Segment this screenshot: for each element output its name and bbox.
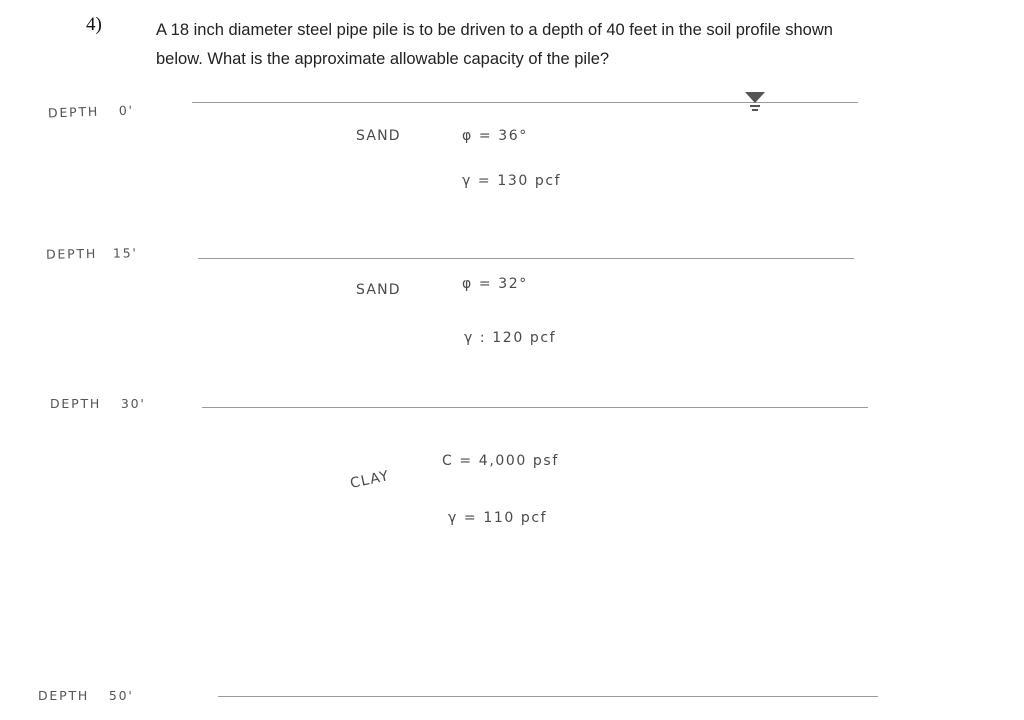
- question-text: [156, 16, 956, 74]
- depth-word: DEPTH: [50, 396, 102, 411]
- water-table-icon: [742, 88, 768, 114]
- depth-label-50: [38, 688, 134, 703]
- layer-3-cohesion: C = 4,000 psf: [442, 453, 559, 469]
- depth-word: DEPTH: [47, 103, 100, 121]
- depth-value: 30': [120, 396, 146, 411]
- layer-1-friction-angle: φ = 36°: [462, 128, 528, 144]
- layer-3-soil: CLAY: [348, 468, 391, 492]
- question-line-1: A 18 inch diameter steel pipe pile is to be driven to a depth of 40 feet in the soil profile shown: [156, 21, 833, 39]
- layer-boundary-30: [202, 407, 868, 408]
- question-number: 4): [86, 14, 102, 35]
- depth-value: 50': [108, 688, 134, 703]
- layer-2-soil: SAND: [356, 282, 401, 298]
- layer-2-unit-weight: γ : 120 pcf: [464, 330, 557, 346]
- layer-2-friction-angle: φ = 32°: [462, 276, 528, 292]
- depth-label-15: [46, 245, 138, 262]
- layer-boundary-15: [198, 258, 854, 259]
- depth-word: DEPTH: [38, 688, 90, 703]
- question-line-2: below. What is the approximate allowable capacity of the pile?: [156, 50, 610, 68]
- layer-boundary-50: [218, 696, 878, 697]
- depth-value: 0': [118, 102, 135, 119]
- depth-value: 15': [112, 245, 138, 261]
- layer-1-unit-weight: γ = 130 pcf: [462, 173, 562, 189]
- layer-3-unit-weight: γ = 110 pcf: [448, 510, 548, 526]
- depth-label-30: [50, 396, 146, 411]
- depth-label-0: [48, 103, 134, 121]
- layer-1-soil: SAND: [356, 128, 401, 144]
- depth-word: DEPTH: [45, 245, 98, 262]
